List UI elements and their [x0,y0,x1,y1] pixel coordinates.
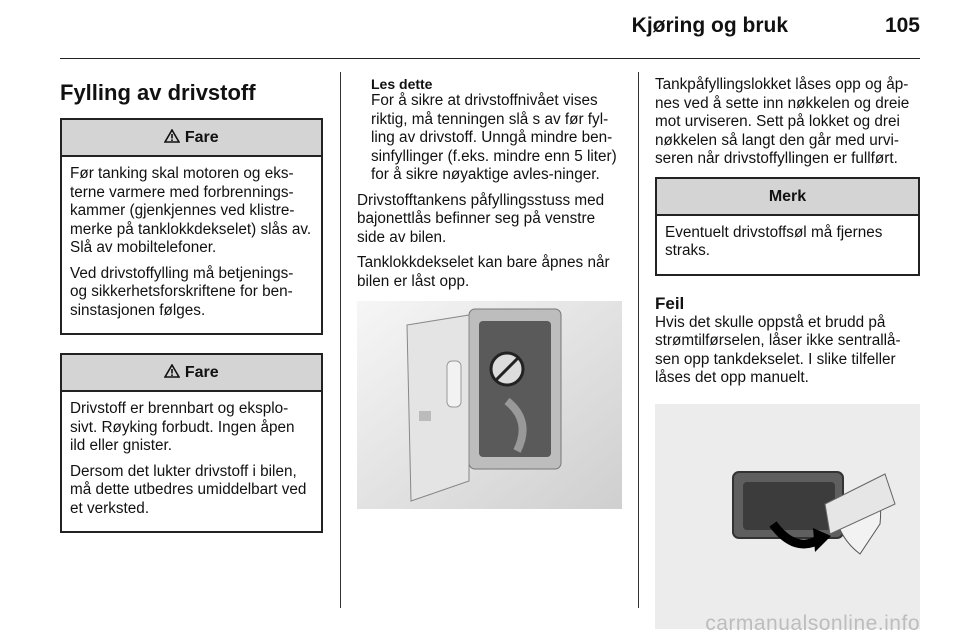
warning-box-header [62,355,321,392]
warning-label: Fare [184,129,219,146]
right-column [655,76,920,629]
left-column [60,76,323,551]
column-divider-1 [340,72,341,608]
fuel-flap-illustration [357,301,622,509]
body-paragraph: Tanklokkdekselet kan bare åpnes når bilen er låst opp. [357,254,610,290]
warning-paragraph: Ved drivstoffylling må betjenings- og sikkerhetsforskriftene for ben-sinstasjonen følges. [70,264,294,319]
warning-box-header [62,120,321,157]
body-paragraph: Hvis det skulle oppstå et brudd på strømtilførselen, låser ikke sentrallå-sen opp tankdekselet. I slike tilfeller låses det opp manuelt. [655,313,901,386]
warning-triangle-icon [164,364,184,381]
note-box [655,177,920,276]
warning-paragraph: Dersom det lukter drivstoff i bilen, må dette utbedres umiddelbart ved et verksted. [70,462,307,517]
note-box-header: Merk [657,179,918,216]
section-title: Fylling av drivstoff [60,80,256,105]
page-header-title: Kjøring og bruk [631,14,788,37]
warning-paragraph: Drivstoff er brennbart og eksplo-sivt. Røyking forbudt. Ingen åpen ild eller gnister. [70,400,295,454]
watermark: carmanualsonline.info [705,612,920,635]
body-paragraph: Tankpåfyllingslokket låses opp og åp-nes ved å sette inn nøkkelen og dreie mot urviseren. Sett på lokket og drei nøkkelen så langt den går med urvi-seren når drivstoffyllingen er fullført. [655,76,910,167]
middle-column [357,76,622,509]
header-rule [60,58,920,59]
subsection-title: Feil [655,293,685,313]
notice-heading: Les dette [371,76,433,92]
notice-body: For å sikre at drivstoffnivået vises riktig, må tenningen slå s av før fyl-ling av drivstoff. Unngå mindre ben-sinfyllinger (f.eks. mindre enn 5 liter) for å sikre nøyaktige avles-ninger. [371,92,617,183]
note-text: Eventuelt drivstoffsøl må fjernes straks. [665,223,883,259]
column-divider-2 [638,72,639,608]
page-number: 105 [884,14,920,37]
warning-box-2 [60,353,323,533]
warning-box-1 [60,118,323,335]
warning-label: Fare [184,364,219,381]
manual-release-illustration [655,404,920,629]
body-paragraph: Drivstofftankens påfyllingsstuss med bajonettlås befinner seg på venstre side av bilen. [357,191,605,246]
warning-paragraph: Før tanking skal motoren og eks-terne varmere med forbrennings-kammer (gjenkjennes ved klistre-merke på tanklokkdekselet) slås av. Slå av mobiltelefoner. [70,165,312,256]
warning-triangle-icon [164,129,184,146]
